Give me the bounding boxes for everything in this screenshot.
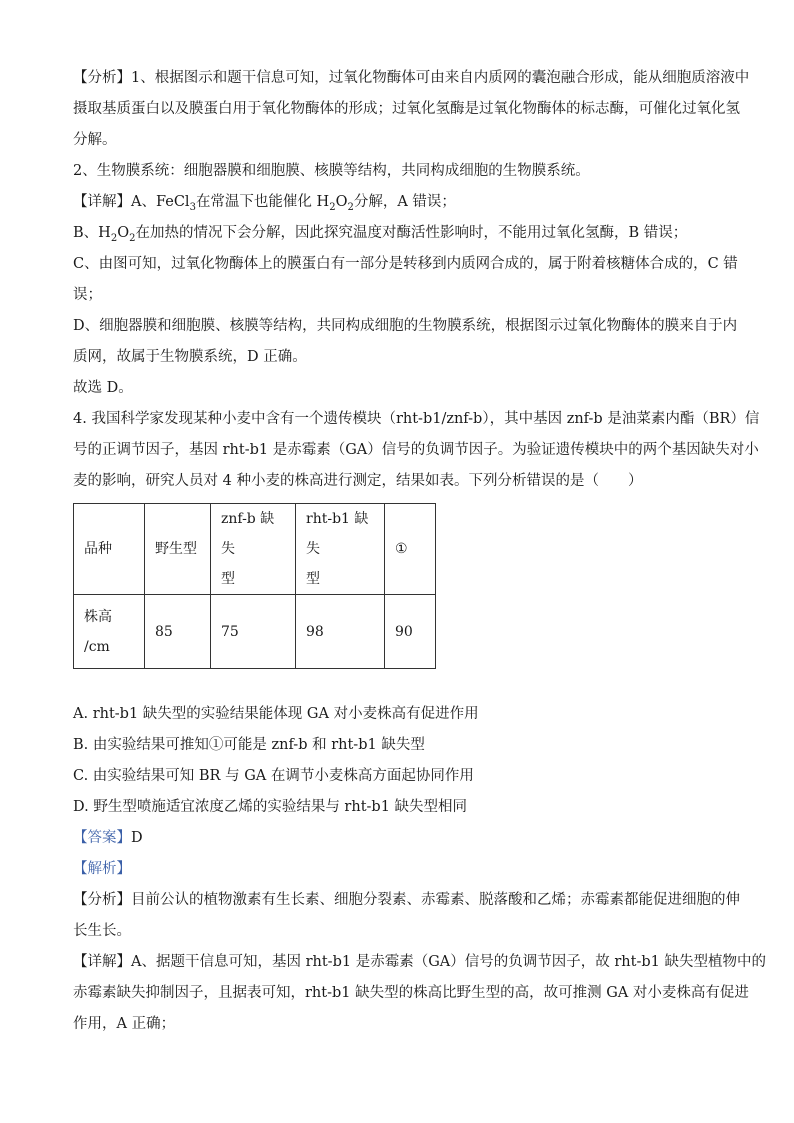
detail2-line-2: 赤霉素缺失抑制因子，且据表可知，rht-b1 缺失型的株高比野生型的高，故可推测 GA 对小麦株高有促进 — [73, 985, 749, 1001]
detail-a-pre: 【详解】A、FeCl — [73, 194, 190, 210]
table-cell — [211, 595, 296, 669]
option-b: B. 由实验结果可推知①可能是 znf-b 和 rht-b1 缺失型 — [73, 737, 425, 753]
header-znf-b: 型 — [221, 571, 235, 587]
analysis-line-3: 分解。 — [73, 132, 117, 148]
jiexi-tag: 【解析】 — [73, 861, 131, 877]
detail-a-post: 在常温下也能催化 H — [195, 194, 330, 210]
answer-value: D — [131, 830, 143, 846]
detail-b-line — [73, 218, 723, 249]
detail-a-sub2: 2 — [329, 201, 336, 213]
detail-a-mid: O — [335, 194, 348, 210]
height-table — [73, 503, 436, 669]
row-label-b: /cm — [84, 638, 110, 655]
detail-d-line-2: 质网，故属于生物膜系统，D 正确。 — [73, 349, 307, 365]
table-row — [74, 595, 436, 669]
detail-b-pre: B、H — [73, 225, 111, 241]
value-wild: 85 — [155, 623, 173, 640]
detail-b-mid: O — [117, 225, 130, 241]
question-4-line-1: 4. 我国科学家发现某种小麦中含有一个遗传模块（rht-b1/znf-b），其中基因 znf-b 是油菜素内酯（BR）信 — [73, 411, 760, 427]
value-znf: 75 — [221, 623, 239, 640]
table-cell — [145, 595, 211, 669]
biomembrane-line: 2、生物膜系统：细胞器膜和细胞膜、核膜等结构，共同构成细胞的生物膜系统。 — [73, 163, 590, 179]
detail-b-end: 在加热的情况下会分解，因此探究温度对酶活性影响时，不能用过氧化氢酶，B 错误； — [135, 225, 688, 241]
header-unknown: ① — [395, 541, 408, 557]
option-c: C. 由实验结果可知 BR 与 GA 在调节小麦株高方面起协同作用 — [73, 768, 474, 784]
detail-a-end: 分解，A 错误； — [353, 194, 456, 210]
detail-b-sub2: 2 — [129, 232, 136, 244]
option-a: A. rht-b1 缺失型的实验结果能体现 GA 对小麦株高有促进作用 — [73, 706, 479, 722]
question-4-line-3: 麦的影响，研究人员对 4 种小麦的株高进行测定，结果如表。下列分析错误的是（ ） — [73, 473, 643, 489]
analysis-line-2: 摄取基质蛋白以及膜蛋白用于氧化物酶体的形成；过氧化氢酶是过氧化物酶体的标志酶，可催化过氧化氢 — [73, 101, 740, 117]
header-variety: 品种 — [84, 541, 112, 557]
detail-c-line-2: 误； — [73, 287, 102, 303]
answer-tag: 【答案】 — [73, 830, 131, 846]
table-row — [74, 504, 436, 595]
detail-b-sub: 2 — [110, 232, 118, 244]
question-4-line-2: 号的正调节因子，基因 rht-b1 是赤霉素（GA）信号的负调节因子。为验证遗传模块中的两个基因缺失对小 — [73, 442, 759, 458]
detail-d-line-1: D、细胞器膜和细胞膜、核膜等结构，共同构成细胞的生物膜系统，根据图示过氧化物酶体的膜来自于内 — [73, 318, 738, 334]
table-cell — [74, 595, 145, 669]
analysis2-line-1: 【分析】目前公认的植物激素有生长素、细胞分裂素、赤霉素、脱落酸和乙烯；赤霉素都能促进细胞的伸 — [73, 892, 740, 908]
table-cell — [296, 595, 385, 669]
table-cell — [74, 504, 145, 595]
analysis-line-1: 【分析】1、根据图示和题干信息可知，过氧化物酶体可由来自内质网的囊泡融合形成，能从细胞质溶液中 — [73, 70, 750, 86]
document-page — [73, 63, 766, 1040]
value-rht: 98 — [306, 623, 324, 640]
detail-a-sub: 3 — [189, 201, 196, 213]
table-cell — [296, 504, 385, 595]
table-cell — [145, 504, 211, 595]
header-znf-a: znf-b 缺失 — [221, 511, 275, 557]
header-rht-b: 型 — [306, 571, 320, 587]
row-label-a: 株高 — [84, 608, 112, 625]
detail-a-line — [73, 187, 723, 218]
answer-line — [73, 823, 723, 854]
detail2-line-3: 作用，A 正确； — [73, 1016, 176, 1032]
table-cell — [385, 595, 436, 669]
table-cell — [211, 504, 296, 595]
option-d: D. 野生型喷施适宜浓度乙烯的实验结果与 rht-b1 缺失型相同 — [73, 799, 468, 815]
detail2-line-1: 【详解】A、据题干信息可知，基因 rht-b1 是赤霉素（GA）信号的负调节因子，故 rht-b1 缺失型植物中的 — [73, 954, 766, 970]
table-cell — [385, 504, 436, 595]
analysis2-line-2: 长生长。 — [73, 923, 131, 939]
header-wild: 野生型 — [155, 541, 197, 557]
value-unknown: 90 — [395, 623, 413, 640]
header-rht-a: rht-b1 缺失 — [306, 511, 369, 557]
choose-line: 故选 D。 — [73, 380, 133, 396]
detail-c-line-1: C、由图可知，过氧化物酶体上的膜蛋白有一部分是转移到内质网合成的，属于附着核糖体合成的，C 错 — [73, 256, 738, 272]
detail-a-sub3: 2 — [347, 201, 354, 213]
